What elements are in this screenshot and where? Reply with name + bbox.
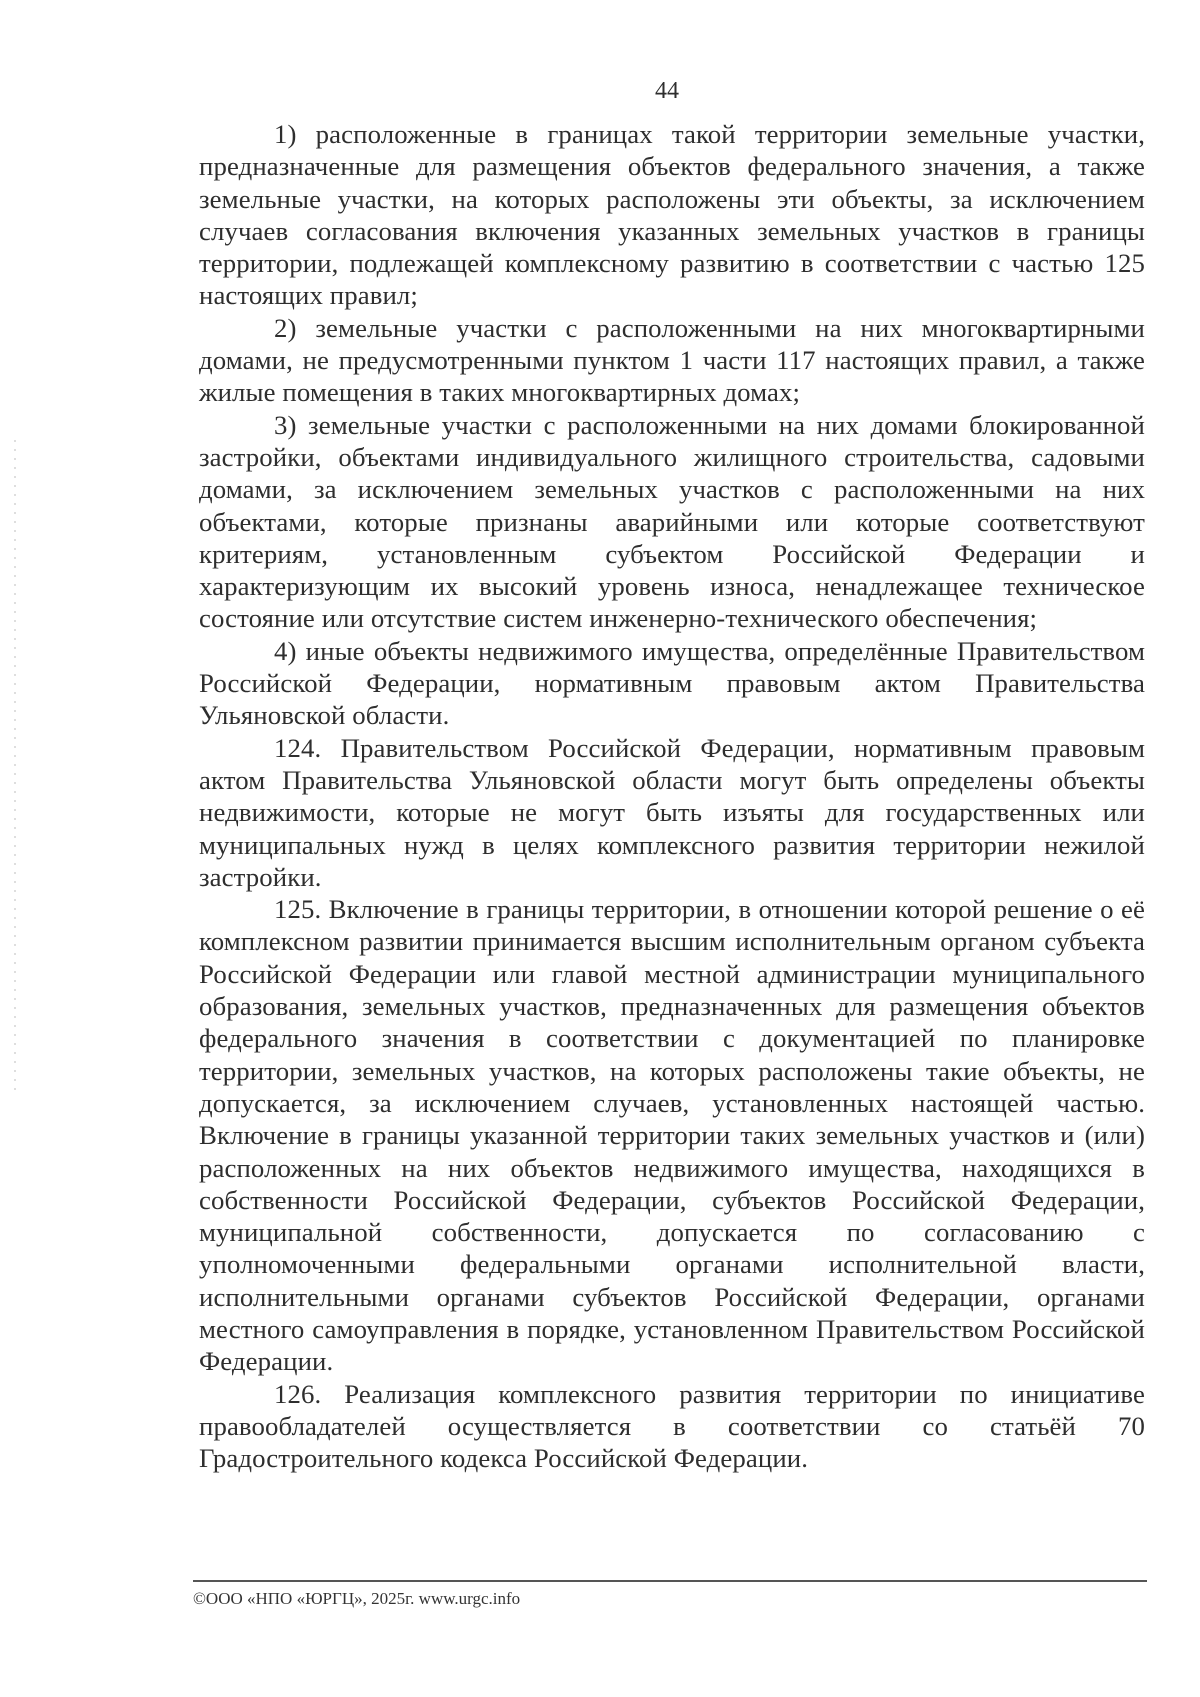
footer-copyright: ©ООО «НПО «ЮРГЦ», 2025г. www.urgc.info <box>193 1589 521 1608</box>
paragraph-125: 125. Включение в границы территории, в отношении которой решение о её комплексном развитии принимается высшим исполнительным органом субъекта Российской Федерации или главой местной администрации муниципального образования, земельных участков, предназначенных для размещения объектов федерального значения в соответствии с документацией по планировке территории, земельных участков, на которых расположены такие объекты, не допускается, за исключением случаев, установленных настоящей частью. Включение в границы указанной территории таких земельных участков и (или) расположенных на них объектов недвижимого имущества, находящихся в собственности Российской Федерации, субъектов Российской Федерации, муниципальной собственности, допускается по согласованию с уполномоченными федеральными органами исполнительной власти, исполнительными органами субъектов Российской Федерации, органами местного самоуправления в порядке, установленном Правительством Российской Федерации. <box>199 894 1145 1377</box>
paragraph-124: 124. Правительством Российской Федерации, нормативным правовым актом Правительства Ульяновской области могут быть определены объекты недвижимости, которые не могут быть изъяты для государственных или муниципальных нужд в целях комплексного развития территории нежилой застройки. <box>199 732 1145 892</box>
paragraph-item-2: 2) земельные участки с расположенными на них многоквартирными домами, не предусмотренными пунктом 1 части 117 настоящих правил, а также жилые помещения в таких многоквартирных домах; <box>199 312 1145 408</box>
footer-divider <box>193 1580 1147 1582</box>
page-number: 44 <box>655 78 679 104</box>
paragraph-126: 126. Реализация комплексного развития территории по инициативе правообладателей осуществляется в соответствии со статьёй 70 Градостроительного кодекса Российской Федерации. <box>199 1378 1145 1474</box>
scan-margin-marks <box>14 440 16 1090</box>
paragraph-item-1: 1) расположенные в границах такой территории земельные участки, предназначенные для размещения объектов федерального значения, а также земельные участки, на которых расположены эти объекты, за исключением случаев согласования включения указанных земельных участков в границы территории, подлежащей комплексному развитию в соответствии с частью 125 настоящих правил; <box>199 119 1145 311</box>
document-body <box>199 118 1145 1474</box>
paragraph-item-3: 3) земельные участки с расположенными на них домами блокированной застройки, объектами индивидуального жилищного строительства, садовыми домами, за исключением земельных участков с расположенными на них объектами, которые признаны аварийными или которые соответствуют критериям, установленным субъектом Российской Федерации и характеризующим их высокий уровень износа, ненадлежащее техническое состояние или отсутствие систем инженерно-технического обеспечения; <box>199 409 1145 634</box>
paragraph-item-4: 4) иные объекты недвижимого имущества, определённые Правительством Российской Федерации, нормативным правовым актом Правительства Ульяновской области. <box>199 635 1145 731</box>
